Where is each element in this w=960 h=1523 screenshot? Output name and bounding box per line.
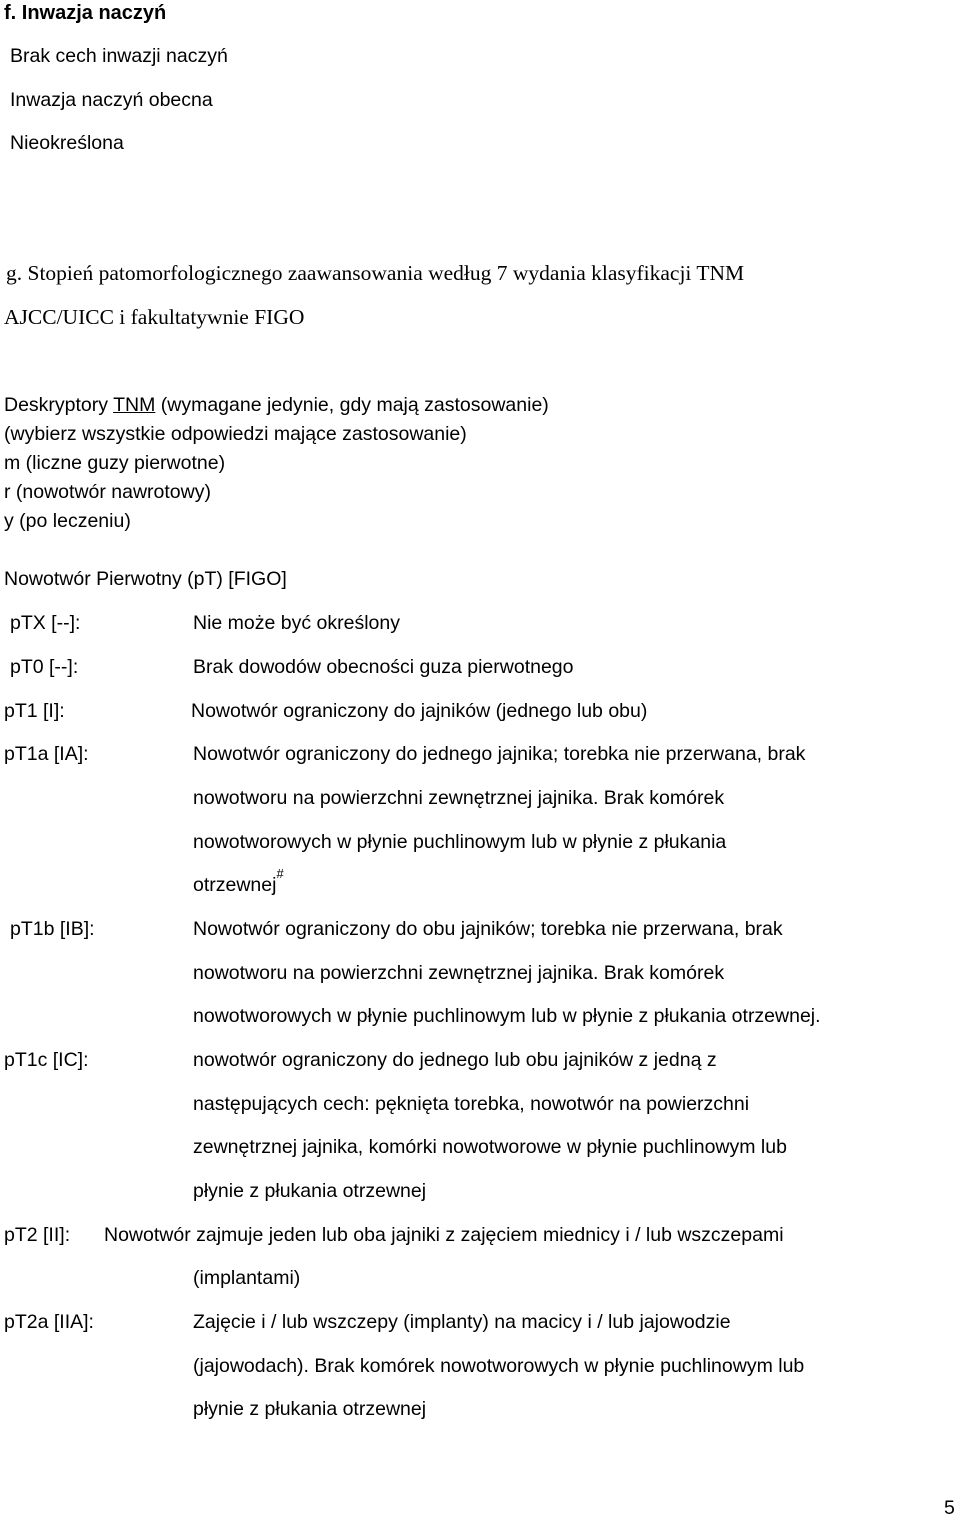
section-g-title-line2: AJCC/UICC i fakultatywnie FIGO (4, 305, 305, 329)
pt1b-desc-line1: Nowotwór ograniczony do obu jajników; torebka nie przerwana, brak (193, 918, 783, 940)
section-g-title-line1: g. Stopień patomorfologicznego zaawansowania według 7 wydania klasyfikacji TNM (6, 261, 745, 285)
descriptor-y: y (po leczeniu) (4, 510, 131, 532)
pt1a-desc-line4 (193, 865, 284, 898)
pt2a-desc-line2: (jajowodach). Brak komórek nowotworowych w płynie puchlinowym lub (193, 1355, 805, 1377)
pt1b-desc-line3: nowotworowych w płynie puchlinowym lub w płynie z płukania otrzewnej. (193, 1005, 821, 1027)
pt1c-code: pT1c [IC]: (4, 1049, 89, 1071)
primary-tumor-heading: Nowotwór Pierwotny (pT) [FIGO] (4, 568, 287, 590)
pt1a-code: pT1a [IA]: (4, 743, 89, 765)
tnm-link: TNM (113, 394, 156, 416)
pt0-code: pT0 [--]: (10, 656, 79, 678)
option-vascular-invasion-present: Inwazja naczyń obecna (10, 89, 213, 111)
pt2-desc-line1: Nowotwór zajmuje jeden lub oba jajniki z zajęciem miednicy i / lub wszczepami (104, 1224, 784, 1246)
pt1-code: pT1 [I]: (4, 700, 65, 722)
pt0-desc: Brak dowodów obecności guza pierwotnego (193, 656, 574, 678)
ptx-code: pTX [--]: (10, 612, 81, 634)
pt1a-desc-line3: nowotworowych w płynie puchlinowym lub w płynie z płukania (193, 831, 727, 853)
pt1c-desc-line1: nowotwór ograniczony do jednego lub obu jajników z jedną z (193, 1049, 717, 1071)
descriptors-line (4, 392, 549, 418)
pt1a-desc-line2: nowotworu na powierzchni zewnętrznej jajnika. Brak komórek (193, 787, 725, 809)
option-no-vascular-invasion: Brak cech inwazji naczyń (10, 45, 228, 67)
descriptor-m: m (liczne guzy pierwotne) (4, 452, 226, 474)
pt1a-desc-line1: Nowotwór ograniczony do jednego jajnika; torebka nie przerwana, brak (193, 743, 806, 765)
pt1c-desc-line2: następujących cech: pęknięta torebka, nowotwór na powierzchni (193, 1093, 750, 1115)
page-number: 5 (944, 1497, 955, 1519)
pt1b-desc-line2: nowotworu na powierzchni zewnętrznej jajnika. Brak komórek (193, 962, 725, 984)
pt2a-desc-line1: Zajęcie i / lub wszczepy (implanty) na macicy i / lub jajowodzie (193, 1311, 731, 1333)
pt2-code: pT2 [II]: (4, 1224, 71, 1246)
section-f-title: f. Inwazja naczyń (4, 2, 167, 24)
footnote-mark: # (276, 865, 284, 881)
pt2a-code: pT2a [IIA]: (4, 1311, 94, 1333)
descriptors-prefix: Deskryptory (4, 394, 114, 416)
pt2a-desc-line3: płynie z płukania otrzewnej (193, 1398, 427, 1420)
descriptors-suffix: (wymagane jedynie, gdy mają zastosowanie) (155, 394, 549, 416)
pt1b-code: pT1b [IB]: (10, 918, 95, 940)
ptx-desc: Nie może być określony (193, 612, 400, 634)
descriptors-instruction: (wybierz wszystkie odpowiedzi mające zastosowanie) (4, 423, 467, 445)
pt2-desc-line2: (implantami) (193, 1267, 301, 1289)
pt1c-desc-line3: zewnętrznej jajnika, komórki nowotworowe w płynie puchlinowym lub (193, 1136, 787, 1158)
pt1a-desc-line4-text: otrzewnej (193, 874, 277, 896)
descriptor-r: r (nowotwór nawrotowy) (4, 481, 211, 503)
pt1c-desc-line4: płynie z płukania otrzewnej (193, 1180, 427, 1202)
option-indeterminate: Nieokreślona (10, 132, 124, 154)
pt1-desc: Nowotwór ograniczony do jajników (jednego lub obu) (191, 700, 648, 722)
